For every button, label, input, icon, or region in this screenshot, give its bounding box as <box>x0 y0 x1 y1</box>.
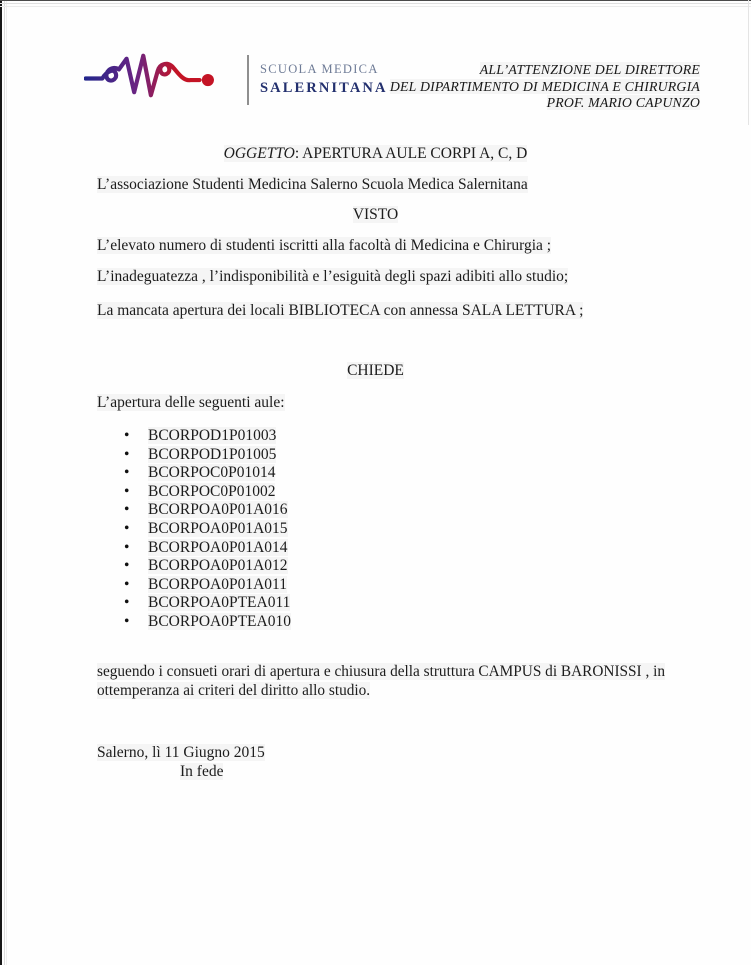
bullet-icon: • <box>124 612 130 630</box>
visto-item: La mancata apertura dei locali BIBLIOTECA con annessa SALA LETTURA ; <box>97 302 584 319</box>
aule-intro: L’apertura delle seguenti aule: <box>97 394 285 411</box>
list-item: • BCORPOA0PTEA011 <box>124 594 291 612</box>
visto-heading: VISTO <box>352 206 399 223</box>
bullet-icon: • <box>124 427 130 444</box>
scan-edge-top-faint <box>0 3 751 4</box>
visto-item: L’inadeguatezza , l’indisponibilità e l’esiguità degli spazi adibiti allo studio; <box>97 268 569 285</box>
logo-divider <box>247 55 249 105</box>
scan-edge-top-fainter <box>0 6 751 7</box>
recipient-line-2: DEL DIPARTIMENTO DI MEDICINA E CHIRURGIA <box>389 78 700 94</box>
bullet-icon: • <box>124 464 130 482</box>
list-item: • BCORPOC0P01014 <box>124 464 276 482</box>
intro-paragraph: L’associazione Studenti Medicina Salerno Scuola Medica Salernitana <box>97 176 528 193</box>
ekg-heartbeat-icon <box>84 46 236 113</box>
bullet-icon: • <box>124 482 130 500</box>
subject-label: OGGETTO <box>223 145 295 162</box>
list-item: • BCORPOA0P01A012 <box>124 557 288 575</box>
list-item: • BCORPOA0P01A015 <box>124 519 288 537</box>
subject-line <box>0 145 751 163</box>
list-item: • BCORPOA0P01A011 <box>124 575 287 593</box>
place-date-line: Salerno, lì 11 Giugno 2015 <box>97 744 265 761</box>
logo-wordmark <box>260 62 388 97</box>
closing-paragraph: seguendo i consueti orari di apertura e chiusura della struttura CAMPUS di BARONISSI , in ottemperanza ai criteri del diritto allo studio. <box>97 663 666 699</box>
bullet-icon: • <box>124 575 130 593</box>
bullet-icon: • <box>124 501 130 519</box>
list-item: • BCORPOC0P01002 <box>124 482 276 500</box>
bullet-icon: • <box>124 594 130 612</box>
logo-line-scuola-medica: SCUOLA MEDICA <box>260 62 379 76</box>
scan-edge-top <box>0 0 751 1</box>
logo-line-salernitana: SALERNITANA <box>260 80 388 96</box>
recipient-line-3: PROF. MARIO CAPUNZO <box>546 95 700 110</box>
list-item: • BCORPOD1P01003 <box>124 427 277 444</box>
bullet-icon: • <box>124 538 130 556</box>
bullet-icon: • <box>124 557 130 575</box>
list-item: • BCORPOA0PTEA010 <box>124 612 291 630</box>
list-item: • BCORPOA0P01A014 <box>124 538 288 556</box>
in-fede-line: In fede <box>180 763 224 780</box>
chiede-heading: CHIEDE <box>347 362 404 379</box>
visto-item: L’elevato numero di studenti iscritti alla facoltà di Medicina e Chirurgia ; <box>97 237 552 254</box>
list-item: • BCORPOD1P01005 <box>124 445 277 463</box>
bullet-icon: • <box>124 519 130 537</box>
scan-edge-right <box>748 0 749 125</box>
aule-list <box>124 427 291 632</box>
recipient-line-1: ALL’ATTENZIONE DEL DIRETTORE <box>479 62 700 77</box>
letterhead-logo <box>84 46 388 113</box>
list-item: • BCORPOA0P01A016 <box>124 501 288 519</box>
subject-text: : APERTURA AULE CORPI A, C, D <box>294 145 528 162</box>
bullet-icon: • <box>124 445 130 463</box>
recipient-block <box>390 62 700 112</box>
